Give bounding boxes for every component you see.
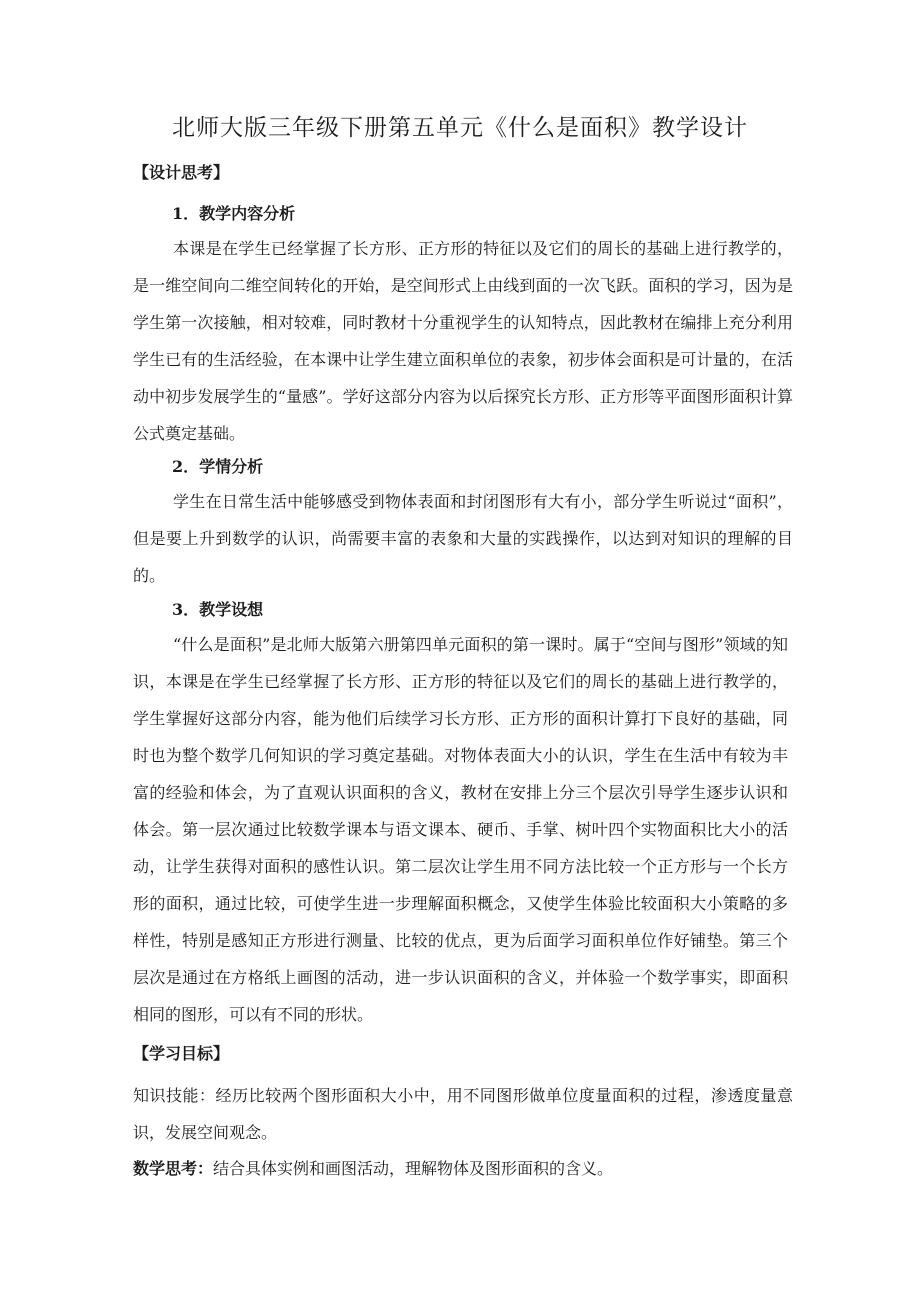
paragraph-content-analysis: 本课是在学生已经掌握了长方形、正方形的特征以及它们的周长的基础上进行教学的，是一维空间向二维空间转化的开始，是空间形式上由线到面的一次飞跃。面积的学习，因为是学生第一次接触，相对较难，同时教材十分重视学生的认知特点，因此教材在编排上充分利用学生已有的生活经验，在本课中让学生建立面积单位的表象，初步体会面积是可计量的，在活动中初步发展学生的“量感”。学好这部分内容为以后探究长方形、正方形等平面图形面积计算公式奠定基础。 xyxy=(133,239,793,443)
subheading-content-analysis: 1．教学内容分析 xyxy=(172,204,296,223)
goal-math-thinking-label: 数学思考： xyxy=(133,1159,214,1178)
subheading-learner-analysis: 2．学情分析 xyxy=(172,457,264,476)
goal-knowledge-skills: 知识技能：经历比较两个图形面积大小中，用不同图形做单位度量面积的过程，渗透度量意识，发展空间观念。 xyxy=(133,1086,793,1142)
paragraph-teaching-concept: “什么是面积”是北师大版第六册第四单元面积的第一课时。属于“空间与图形”领域的知识，本课是在学生已经掌握了长方形、正方形的特征以及它们的周长的基础上进行教学的，学生掌握好这部分内容，能为他们后续学习长方形、正方形的面积计算打下良好的基础，同时也为整个数学几何知识的学习奠定基础。对物体表面大小的认识，学生在生活中有较为丰富的经验和体会，为了直观认识面积的含义，教材在安排上分三个层次引导学生逐步认识和体会。第一层次通过比较数学课本与语文课本、硬币、手掌、树叶四个实物面积比大小的活动，让学生获得对面积的感性认识。第二层次让学生用不同方法比较一个正方形与一个长方形的面积，通过比较，可使学生进一步理解面积概念，又使学生体验比较面积大小策略的多样性，特别是感知正方形进行测量、比较的优点，更为后面学习面积单位作好铺垫。第三个层次是通过在方格纸上画图的活动，进一步认识面积的含义，并体验一个数学事实，即面积相同的图形，可以有不同的形状。 xyxy=(133,635,788,1024)
goal-math-thinking-text: 结合具体实例和画图活动，理解物体及图形面积的含义。 xyxy=(213,1159,614,1178)
paragraph-learner-analysis: 学生在日常生活中能够感受到物体表面和封闭图形有大有小，部分学生听说过“面积”，但是要上升到数学的认识，尚需要丰富的表象和大量的实践操作，以达到对知识的理解的目的。 xyxy=(133,492,793,585)
subheading-teaching-concept: 3．教学设想 xyxy=(172,600,264,619)
section-heading-design-thinking: 【设计思考】 xyxy=(133,163,230,182)
section-heading-learning-goals: 【学习目标】 xyxy=(133,1044,230,1063)
goal-math-thinking xyxy=(133,1150,793,1187)
document-title: 北师大版三年级下册第五单元《什么是面积》教学设计 xyxy=(172,115,748,141)
